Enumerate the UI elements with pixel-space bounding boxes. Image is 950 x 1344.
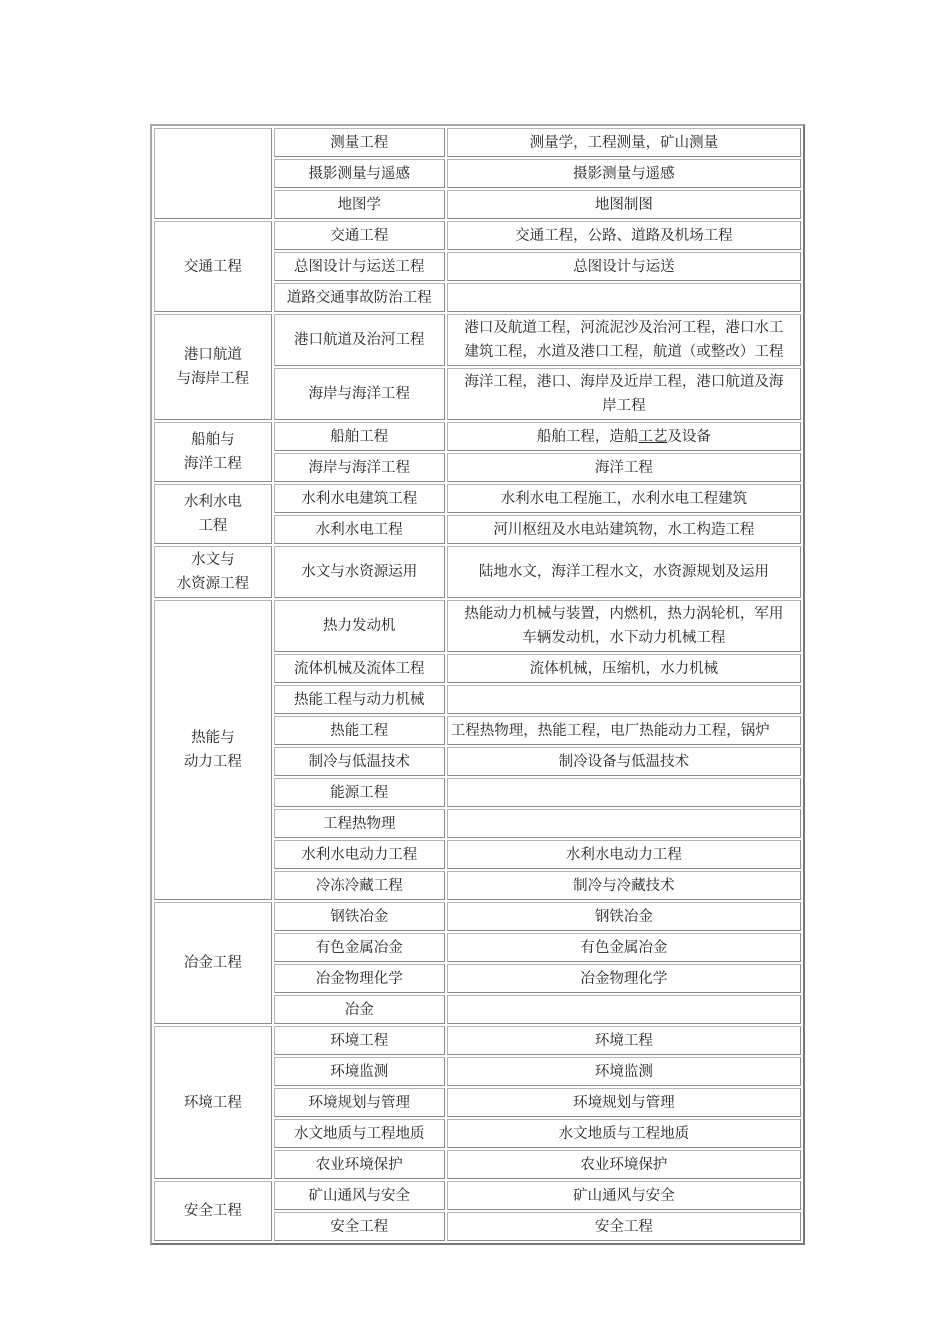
specialty-line: 港口及航道工程，河流泥沙及治河工程，港口水工 [464,320,784,336]
major-cell: 水利水电建筑工程 [274,484,445,513]
specialty-line: 热能动力机械与装置，内燃机，热力涡轮机，军用 [464,606,784,622]
discipline-table-container [150,124,805,1245]
major-cell: 制冷与低温技术 [274,747,445,776]
category-line: 水文与 [191,552,235,568]
specialty-cell: 水利水电动力工程 [447,840,801,869]
specialty-cell: 陆地水文，海洋工程水文，水资源规划及运用 [447,546,801,598]
major-cell: 测量工程 [274,128,445,157]
category-cell [154,484,272,544]
major-cell: 港口航道及治河工程 [274,314,445,366]
major-cell: 钢铁冶金 [274,902,445,931]
specialty-cell: 安全工程 [447,1212,801,1241]
specialty-cell: 矿山通风与安全 [447,1181,801,1210]
major-cell: 热能工程与动力机械 [274,685,445,714]
specialty-cell: 制冷与冷藏技术 [447,871,801,900]
category-line: 水利水电 [183,494,242,510]
specialty-cell: 环境工程 [447,1026,801,1055]
category-cell [154,600,272,900]
major-cell: 冶金物理化学 [274,964,445,993]
major-cell: 水利水电工程 [274,515,445,544]
specialty-cell: 有色金属冶金 [447,933,801,962]
specialty-cell: 交通工程，公路、道路及机场工程 [447,221,801,250]
major-cell: 水利水电动力工程 [274,840,445,869]
major-cell: 交通工程 [274,221,445,250]
category-line: 船舶与 [191,432,235,448]
major-cell: 总图设计与运送工程 [274,252,445,281]
process-link[interactable]: 工艺 [638,428,668,445]
category-line: 海洋工程 [183,456,242,472]
discipline-table [152,126,803,1243]
specialty-cell [447,778,801,807]
major-cell: 热能工程 [274,716,445,745]
specialty-cell [447,685,801,714]
specialty-cell: 环境规划与管理 [447,1088,801,1117]
specialty-cell [447,600,801,652]
category-cell: 交通工程 [154,221,272,312]
specialty-text: 船舶工程，造船 [536,428,639,445]
specialty-cell: 农业环境保护 [447,1150,801,1179]
category-cell [154,314,272,420]
specialty-cell: 钢铁冶金 [447,902,801,931]
major-cell: 环境工程 [274,1026,445,1055]
table-row [154,1026,801,1055]
specialty-cell [447,314,801,366]
specialty-cell [447,422,801,451]
category-cell [154,422,272,482]
specialty-cell: 流体机械，压缩机，水力机械 [447,654,801,683]
specialty-cell: 水文地质与工程地质 [447,1119,801,1148]
major-cell: 环境规划与管理 [274,1088,445,1117]
table-row [154,484,801,513]
specialty-cell: 海洋工程 [447,453,801,482]
category-line: 港口航道 [183,347,242,363]
major-cell: 有色金属冶金 [274,933,445,962]
specialty-cell: 河川枢纽及水电站建筑物，水工构造工程 [447,515,801,544]
major-cell: 船舶工程 [274,422,445,451]
specialty-cell: 测量学，工程测量，矿山测量 [447,128,801,157]
specialty-cell: 摄影测量与遥感 [447,159,801,188]
major-cell: 工程热物理 [274,809,445,838]
major-cell: 安全工程 [274,1212,445,1241]
major-cell: 冶金 [274,995,445,1024]
specialty-cell: 制冷设备与低温技术 [447,747,801,776]
table-row [154,314,801,366]
major-cell: 摄影测量与遥感 [274,159,445,188]
specialty-cell: 总图设计与运送 [447,252,801,281]
major-cell: 热力发动机 [274,600,445,652]
category-cell: 环境工程 [154,1026,272,1179]
category-line: 热能与 [191,730,235,746]
specialty-line: 岸工程 [602,398,646,414]
major-cell: 流体机械及流体工程 [274,654,445,683]
category-line: 水资源工程 [176,576,250,592]
major-cell: 道路交通事故防治工程 [274,283,445,312]
major-cell: 冷冻冷藏工程 [274,871,445,900]
specialty-cell [447,283,801,312]
category-cell [154,128,272,219]
major-cell: 海岸与海洋工程 [274,368,445,420]
category-line: 工程 [198,518,228,534]
category-cell: 冶金工程 [154,902,272,1024]
specialty-line: 车辆发动机，水下动力机械工程 [522,630,726,646]
specialty-cell [447,809,801,838]
specialty-cell: 工程热物理，热能工程，电厂热能动力工程，锅炉 [447,716,801,745]
specialty-cell: 地图制图 [447,190,801,219]
major-cell: 环境监测 [274,1057,445,1086]
table-row [154,546,801,598]
category-cell: 安全工程 [154,1181,272,1241]
specialty-text: 及设备 [667,428,711,445]
major-cell: 海岸与海洋工程 [274,453,445,482]
category-cell [154,546,272,598]
major-cell: 水文地质与工程地质 [274,1119,445,1148]
major-cell: 农业环境保护 [274,1150,445,1179]
table-row [154,422,801,451]
major-cell: 矿山通风与安全 [274,1181,445,1210]
specialty-cell [447,995,801,1024]
specialty-line: 建筑工程，水道及港口工程，航道（或整改）工程 [464,344,784,360]
specialty-cell: 环境监测 [447,1057,801,1086]
category-line: 与海岸工程 [176,371,250,387]
table-row [154,221,801,250]
table-row [154,1181,801,1210]
specialty-line: 海洋工程，港口、海岸及近岸工程，港口航道及海 [464,374,784,390]
table-row [154,600,801,652]
major-cell: 能源工程 [274,778,445,807]
table-row [154,128,801,157]
major-cell: 地图学 [274,190,445,219]
major-cell: 水文与水资源运用 [274,546,445,598]
specialty-cell: 水利水电工程施工，水利水电工程建筑 [447,484,801,513]
table-row [154,902,801,931]
category-line: 动力工程 [183,754,242,770]
specialty-cell [447,368,801,420]
specialty-cell: 冶金物理化学 [447,964,801,993]
